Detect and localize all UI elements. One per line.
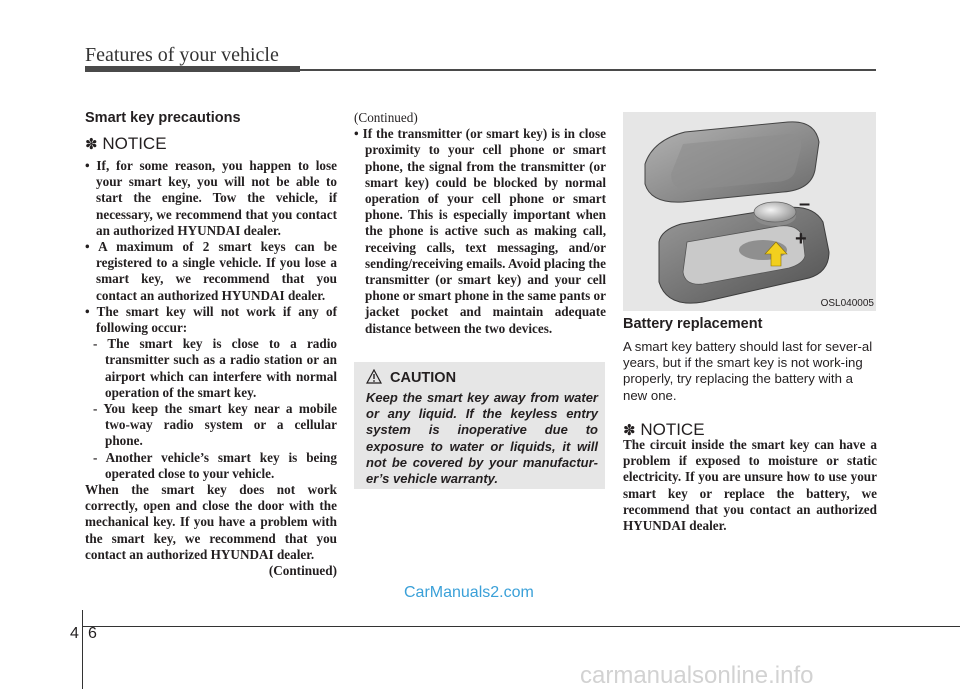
section-heading: Smart key precautions <box>85 110 241 126</box>
notice-list-continued <box>354 126 606 337</box>
list-item: • A maximum of 2 smart keys can be registered to a single vehicle. If you lose a smart key, we recommend that you contact an authorized HYUNDAI dealer. <box>85 239 337 304</box>
watermark-link[interactable]: CarManuals2.com <box>404 584 534 601</box>
continued-label: (Continued) <box>354 110 418 125</box>
notice-star-icon: ✽ <box>85 135 98 153</box>
notice-text: The circuit inside the smart key can have a problem if exposed to moisture or static electricity. If you are unsure how to use your smart key or replace the battery, we recommend that you contact an authorized HYUNDAI dealer. <box>623 437 877 534</box>
smart-key-battery-figure <box>623 112 876 311</box>
sub-list-item: - Another vehicle’s smart key is being operated close to your vehicle. <box>93 449 337 481</box>
battery-plus-sign: + <box>795 228 807 250</box>
figure-code: OSL040005 <box>820 298 874 309</box>
page-number: 6 <box>88 625 97 642</box>
page-header-title: Features of your vehicle <box>85 44 279 66</box>
column-2 <box>354 110 606 337</box>
paragraph: When the smart key does not work correctly, open and close the door with the mechanical key. If you have a problem with the smart key, we recommend that you contact an authorized HYUNDAI dealer. <box>85 482 337 562</box>
smart-key-illustration <box>623 112 876 311</box>
battery-heading: Battery replacement <box>623 316 763 332</box>
list-item: • The smart key will not work if any of following occur: <box>85 304 337 336</box>
page-section-number: 4 <box>70 625 79 642</box>
continued-label: (Continued) <box>268 563 337 579</box>
notice-label: NOTICE <box>640 420 705 439</box>
footer-vertical-rule <box>82 610 83 689</box>
notice-star-icon: ✽ <box>623 421 636 439</box>
column-1 <box>85 110 337 579</box>
notice-list <box>85 158 337 336</box>
sub-list-item: - You keep the smart key near a mobile two-way radio system or a cellular phone. <box>93 401 337 449</box>
battery-text: A smart key battery should last for sever-al years, but if the smart key is not work-ing properly, try replacing the battery with a new one. <box>623 339 873 403</box>
notice-label: NOTICE <box>102 134 167 153</box>
list-item: • If, for some reason, you happen to lose your smart key, you will not be able to start the engine. Tow the vehicle, if necessary, we recommend that you contact an authorized HYUNDAI dealer. <box>85 158 337 239</box>
list-item: • If the transmitter (or smart key) is in close proximity to your cell phone or smart phone, the signal from the transmitter (or smart key) could be blocked by normal operation of your cell phone or smart phone. This is especially important when the phone is active such as making call, receiving calls, text messaging, and/or sending/receiving emails. Avoid placing the transmitter (or smart key) and your cell phone or smart phone in the same pants or jacket pocket and maintain adequate distance between the two devices. <box>354 126 606 337</box>
caution-title: CAUTION <box>390 370 457 386</box>
battery-minus-sign: – <box>799 193 811 215</box>
caution-box <box>354 362 605 489</box>
sub-list-item: - The smart key is close to a radio transmitter such as a radio station or an airport which can interfere with normal operation of the smart key. <box>93 336 337 400</box>
header-rule-thin <box>300 69 876 71</box>
warning-triangle-icon <box>366 369 382 384</box>
footer-horizontal-rule <box>82 626 960 627</box>
notice-heading <box>85 134 337 154</box>
caution-text: Keep the smart key away from water or any liquid. If the keyless entry system is inoperative due to exposure to water or liquids, it will not be covered by your manufactur-er’s vehicle warranty. <box>366 390 598 487</box>
watermark-footer: carmanualsonline.info <box>580 662 814 689</box>
header-rule-thick <box>85 66 300 72</box>
